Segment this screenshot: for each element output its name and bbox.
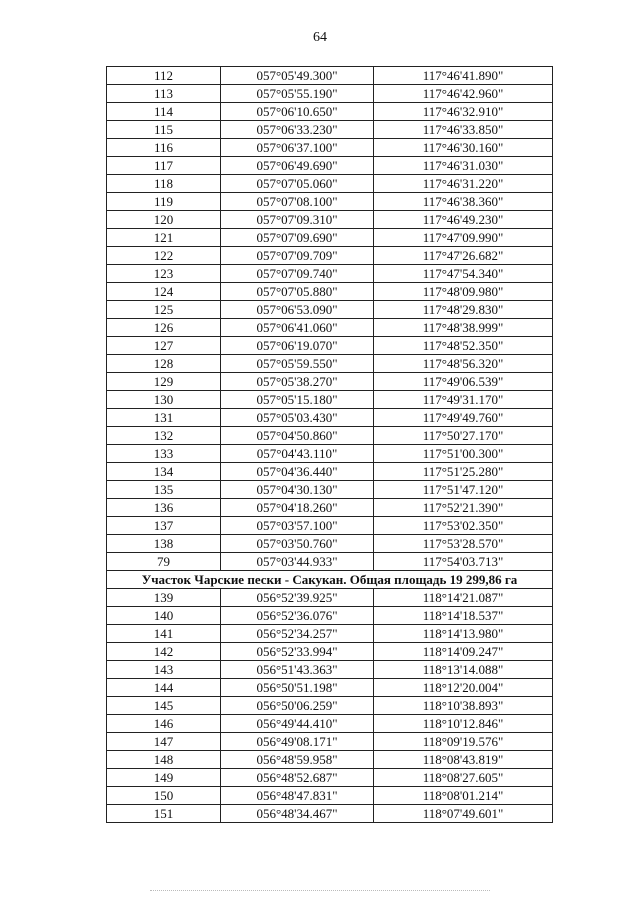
longitude-cell: 118°08'27.605" <box>374 769 553 787</box>
point-number-cell: 119 <box>107 193 221 211</box>
latitude-cell: 057°06'10.650" <box>221 103 374 121</box>
section-title: Участок Чарские пески - Сакукан. Общая площадь 19 299,86 га <box>107 571 553 589</box>
latitude-cell: 057°05'59.550" <box>221 355 374 373</box>
latitude-cell: 057°05'03.430" <box>221 409 374 427</box>
point-number-cell: 148 <box>107 751 221 769</box>
point-number-cell: 121 <box>107 229 221 247</box>
latitude-cell: 057°06'49.690" <box>221 157 374 175</box>
table-row <box>107 499 553 517</box>
latitude-cell: 057°06'19.070" <box>221 337 374 355</box>
latitude-cell: 057°07'05.060" <box>221 175 374 193</box>
table-row <box>107 589 553 607</box>
coordinates-table-body-part1 <box>107 67 553 571</box>
point-number-cell: 136 <box>107 499 221 517</box>
coordinates-table-body-part2 <box>107 589 553 823</box>
point-number-cell: 128 <box>107 355 221 373</box>
table-row <box>107 625 553 643</box>
longitude-cell: 118°14'21.087" <box>374 589 553 607</box>
table-row <box>107 697 553 715</box>
point-number-cell: 125 <box>107 301 221 319</box>
point-number-cell: 138 <box>107 535 221 553</box>
table-row <box>107 607 553 625</box>
longitude-cell: 117°48'38.999" <box>374 319 553 337</box>
table-row <box>107 211 553 229</box>
longitude-cell: 117°53'28.570" <box>374 535 553 553</box>
table-row <box>107 85 553 103</box>
table-row <box>107 643 553 661</box>
latitude-cell: 056°51'43.363" <box>221 661 374 679</box>
table-row <box>107 679 553 697</box>
latitude-cell: 056°52'33.994" <box>221 643 374 661</box>
point-number-cell: 142 <box>107 643 221 661</box>
latitude-cell: 056°48'59.958" <box>221 751 374 769</box>
latitude-cell: 057°03'57.100" <box>221 517 374 535</box>
longitude-cell: 118°12'20.004" <box>374 679 553 697</box>
point-number-cell: 147 <box>107 733 221 751</box>
latitude-cell: 057°06'33.230" <box>221 121 374 139</box>
latitude-cell: 056°52'39.925" <box>221 589 374 607</box>
latitude-cell: 057°03'44.933" <box>221 553 374 571</box>
longitude-cell: 117°49'06.539" <box>374 373 553 391</box>
longitude-cell: 117°51'25.280" <box>374 463 553 481</box>
point-number-cell: 123 <box>107 265 221 283</box>
table-row <box>107 193 553 211</box>
section-header-group <box>107 571 553 589</box>
longitude-cell: 117°50'27.170" <box>374 427 553 445</box>
latitude-cell: 057°07'08.100" <box>221 193 374 211</box>
latitude-cell: 057°07'09.310" <box>221 211 374 229</box>
latitude-cell: 056°48'47.831" <box>221 787 374 805</box>
latitude-cell: 057°04'36.440" <box>221 463 374 481</box>
table-row <box>107 337 553 355</box>
point-number-cell: 137 <box>107 517 221 535</box>
longitude-cell: 117°47'09.990" <box>374 229 553 247</box>
section-header-row <box>107 571 553 589</box>
table-row <box>107 319 553 337</box>
longitude-cell: 118°14'13.980" <box>374 625 553 643</box>
table-row <box>107 67 553 85</box>
latitude-cell: 057°07'05.880" <box>221 283 374 301</box>
longitude-cell: 117°48'52.350" <box>374 337 553 355</box>
longitude-cell: 117°51'00.300" <box>374 445 553 463</box>
longitude-cell: 117°46'49.230" <box>374 211 553 229</box>
table-row <box>107 373 553 391</box>
longitude-cell: 118°14'18.537" <box>374 607 553 625</box>
longitude-cell: 118°08'43.819" <box>374 751 553 769</box>
table-row <box>107 103 553 121</box>
longitude-cell: 118°14'09.247" <box>374 643 553 661</box>
latitude-cell: 057°05'38.270" <box>221 373 374 391</box>
table-row <box>107 733 553 751</box>
table-row <box>107 391 553 409</box>
table-row <box>107 751 553 769</box>
table-row <box>107 805 553 823</box>
longitude-cell: 117°54'03.713" <box>374 553 553 571</box>
point-number-cell: 146 <box>107 715 221 733</box>
latitude-cell: 057°06'37.100" <box>221 139 374 157</box>
page-number: 64 <box>313 30 327 45</box>
table-row <box>107 229 553 247</box>
table-row <box>107 139 553 157</box>
point-number-cell: 145 <box>107 697 221 715</box>
longitude-cell: 117°47'54.340" <box>374 265 553 283</box>
point-number-cell: 126 <box>107 319 221 337</box>
table-row <box>107 265 553 283</box>
longitude-cell: 118°10'12.846" <box>374 715 553 733</box>
longitude-cell: 117°46'41.890" <box>374 67 553 85</box>
point-number-cell: 133 <box>107 445 221 463</box>
point-number-cell: 135 <box>107 481 221 499</box>
longitude-cell: 117°48'29.830" <box>374 301 553 319</box>
longitude-cell: 117°48'09.980" <box>374 283 553 301</box>
point-number-cell: 134 <box>107 463 221 481</box>
table-row <box>107 283 553 301</box>
longitude-cell: 117°52'21.390" <box>374 499 553 517</box>
point-number-cell: 143 <box>107 661 221 679</box>
latitude-cell: 057°07'09.709" <box>221 247 374 265</box>
point-number-cell: 79 <box>107 553 221 571</box>
longitude-cell: 117°46'38.360" <box>374 193 553 211</box>
point-number-cell: 118 <box>107 175 221 193</box>
table-row <box>107 427 553 445</box>
point-number-cell: 115 <box>107 121 221 139</box>
coordinates-table <box>106 66 553 823</box>
table-row <box>107 535 553 553</box>
point-number-cell: 113 <box>107 85 221 103</box>
point-number-cell: 139 <box>107 589 221 607</box>
longitude-cell: 117°46'31.030" <box>374 157 553 175</box>
point-number-cell: 151 <box>107 805 221 823</box>
latitude-cell: 056°48'34.467" <box>221 805 374 823</box>
longitude-cell: 118°09'19.576" <box>374 733 553 751</box>
latitude-cell: 056°48'52.687" <box>221 769 374 787</box>
table-row <box>107 157 553 175</box>
table-row <box>107 355 553 373</box>
latitude-cell: 057°06'41.060" <box>221 319 374 337</box>
latitude-cell: 056°49'44.410" <box>221 715 374 733</box>
table-row <box>107 301 553 319</box>
longitude-cell: 117°48'56.320" <box>374 355 553 373</box>
latitude-cell: 057°04'30.130" <box>221 481 374 499</box>
table-row <box>107 121 553 139</box>
point-number-cell: 131 <box>107 409 221 427</box>
table-row <box>107 715 553 733</box>
longitude-cell: 117°47'26.682" <box>374 247 553 265</box>
latitude-cell: 057°04'43.110" <box>221 445 374 463</box>
point-number-cell: 140 <box>107 607 221 625</box>
latitude-cell: 057°05'15.180" <box>221 391 374 409</box>
point-number-cell: 130 <box>107 391 221 409</box>
table-row <box>107 481 553 499</box>
longitude-cell: 117°49'31.170" <box>374 391 553 409</box>
table-row <box>107 553 553 571</box>
longitude-cell: 117°46'31.220" <box>374 175 553 193</box>
latitude-cell: 056°52'34.257" <box>221 625 374 643</box>
latitude-cell: 057°07'09.690" <box>221 229 374 247</box>
table-row <box>107 247 553 265</box>
point-number-cell: 116 <box>107 139 221 157</box>
point-number-cell: 141 <box>107 625 221 643</box>
latitude-cell: 056°50'51.198" <box>221 679 374 697</box>
latitude-cell: 057°04'50.860" <box>221 427 374 445</box>
footer-divider <box>150 890 490 891</box>
longitude-cell: 118°08'01.214" <box>374 787 553 805</box>
latitude-cell: 057°05'55.190" <box>221 85 374 103</box>
point-number-cell: 132 <box>107 427 221 445</box>
longitude-cell: 118°13'14.088" <box>374 661 553 679</box>
point-number-cell: 150 <box>107 787 221 805</box>
point-number-cell: 127 <box>107 337 221 355</box>
point-number-cell: 129 <box>107 373 221 391</box>
latitude-cell: 057°05'49.300" <box>221 67 374 85</box>
longitude-cell: 117°49'49.760" <box>374 409 553 427</box>
table-row <box>107 409 553 427</box>
latitude-cell: 057°03'50.760" <box>221 535 374 553</box>
longitude-cell: 118°10'38.893" <box>374 697 553 715</box>
point-number-cell: 122 <box>107 247 221 265</box>
longitude-cell: 117°46'30.160" <box>374 139 553 157</box>
table-row <box>107 769 553 787</box>
point-number-cell: 114 <box>107 103 221 121</box>
latitude-cell: 056°52'36.076" <box>221 607 374 625</box>
table-row <box>107 787 553 805</box>
longitude-cell: 117°46'42.960" <box>374 85 553 103</box>
table-row <box>107 517 553 535</box>
point-number-cell: 149 <box>107 769 221 787</box>
table-row <box>107 661 553 679</box>
latitude-cell: 056°50'06.259" <box>221 697 374 715</box>
point-number-cell: 120 <box>107 211 221 229</box>
latitude-cell: 056°49'08.171" <box>221 733 374 751</box>
longitude-cell: 117°46'32.910" <box>374 103 553 121</box>
longitude-cell: 118°07'49.601" <box>374 805 553 823</box>
longitude-cell: 117°51'47.120" <box>374 481 553 499</box>
table-row <box>107 463 553 481</box>
point-number-cell: 124 <box>107 283 221 301</box>
latitude-cell: 057°07'09.740" <box>221 265 374 283</box>
longitude-cell: 117°53'02.350" <box>374 517 553 535</box>
point-number-cell: 144 <box>107 679 221 697</box>
point-number-cell: 117 <box>107 157 221 175</box>
point-number-cell: 112 <box>107 67 221 85</box>
table-row <box>107 445 553 463</box>
latitude-cell: 057°04'18.260" <box>221 499 374 517</box>
table-row <box>107 175 553 193</box>
latitude-cell: 057°06'53.090" <box>221 301 374 319</box>
longitude-cell: 117°46'33.850" <box>374 121 553 139</box>
